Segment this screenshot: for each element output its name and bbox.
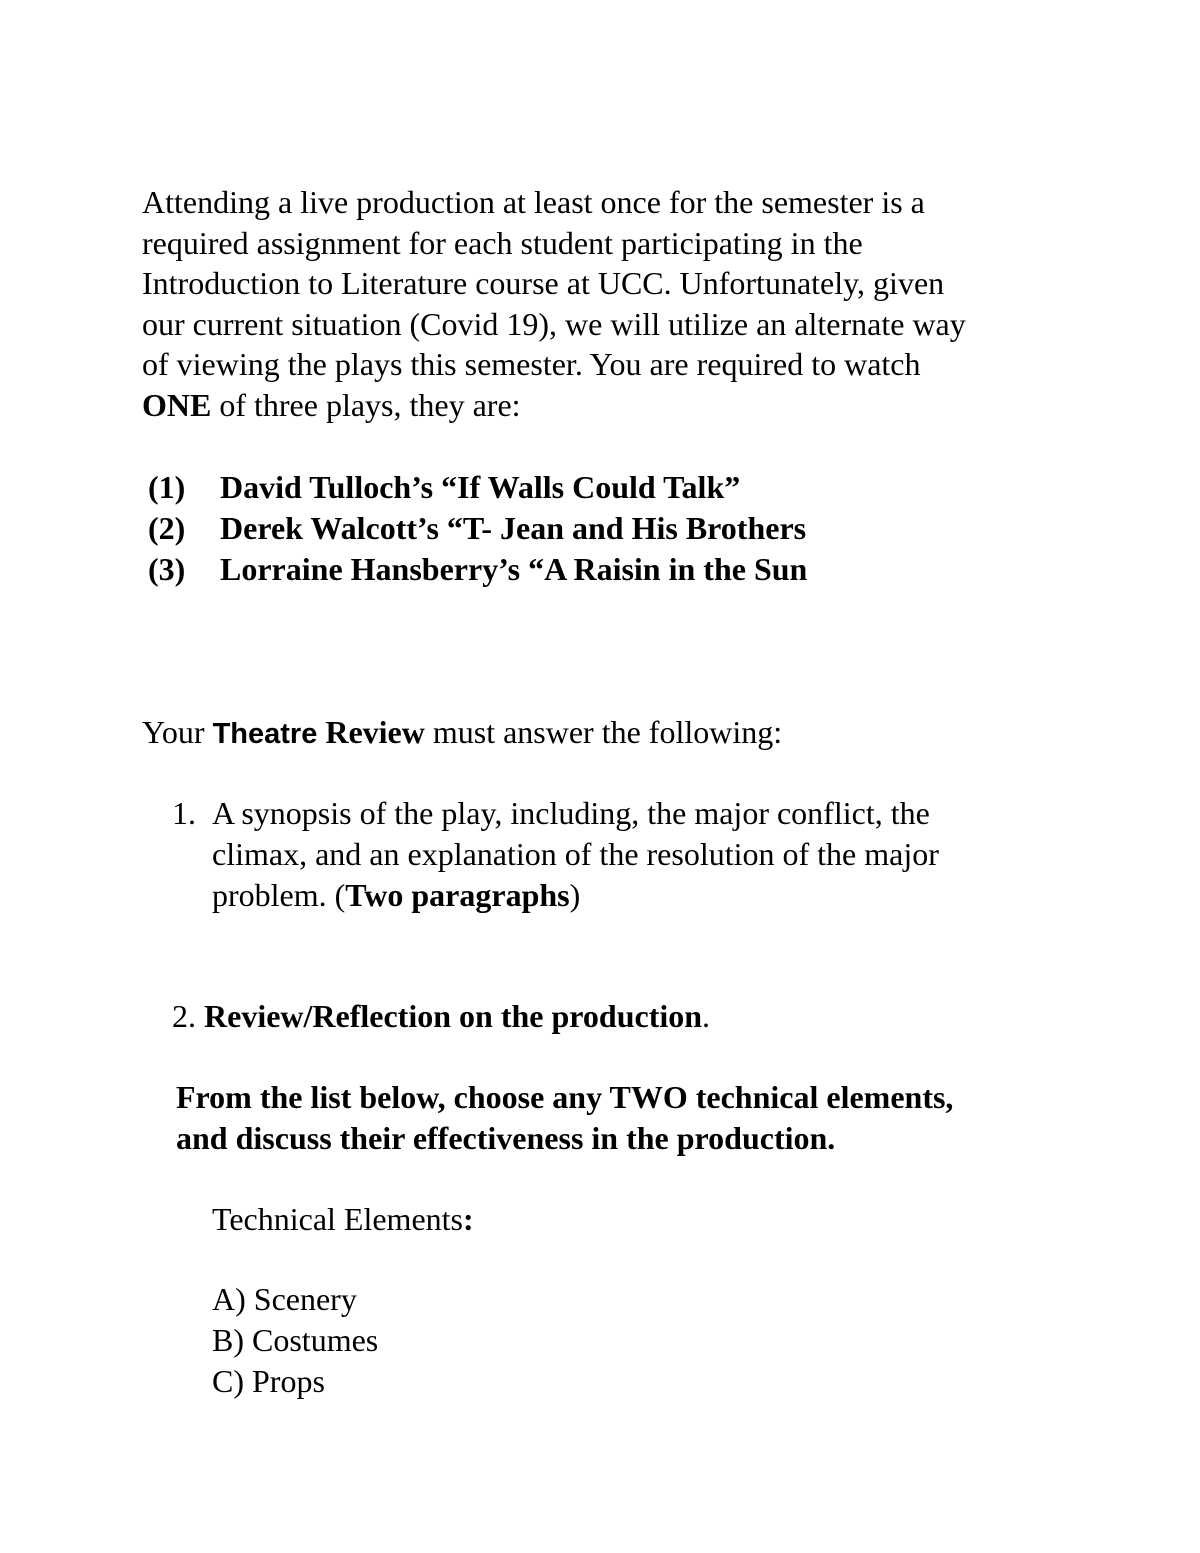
question-line-suffix: )	[569, 877, 581, 913]
question-number: 2.	[172, 998, 204, 1034]
play-number: (1)	[148, 469, 186, 505]
intro-paragraph	[142, 182, 1142, 426]
list-item	[148, 549, 807, 590]
review-suffix: must answer the following:	[424, 714, 783, 750]
instruction-paragraph	[176, 1077, 953, 1159]
question-line: climax, and an explanation of the resolution of the major	[212, 836, 939, 872]
question-line: A synopsis of the play, including, the major conflict, the	[212, 795, 930, 831]
list-item: A) Scenery	[212, 1281, 357, 1317]
play-title: Lorraine Hansberry’s “A Raisin in the Sun	[220, 551, 808, 587]
list-item: B) Costumes	[212, 1322, 379, 1358]
intro-last-line	[142, 385, 1142, 426]
question-2-suffix: .	[702, 998, 711, 1034]
question-2	[172, 996, 710, 1036]
review-word: Review	[317, 714, 425, 750]
intro-line: our current situation (Covid 19), we will utilize an alternate way	[142, 305, 966, 342]
play-number: (2)	[148, 510, 186, 546]
list-item	[148, 508, 807, 549]
intro-line: Attending a live production at least once for the semester is a	[142, 184, 925, 220]
plays-list	[148, 467, 807, 590]
technical-elements-heading	[212, 1199, 474, 1239]
instruction-line: From the list below, choose any TWO technical elements,	[176, 1079, 954, 1115]
review-heading	[142, 712, 782, 754]
technical-heading-text: Technical Elements	[212, 1201, 463, 1237]
question-line	[212, 875, 1112, 916]
play-title: David Tulloch’s “If Walls Could Talk”	[220, 469, 741, 505]
play-number: (3)	[148, 551, 186, 587]
question-line-prefix: problem. (	[212, 877, 346, 913]
technical-heading-colon: :	[462, 1201, 474, 1237]
question-2-title: Review/Reflection on the production	[204, 998, 703, 1034]
intro-line: of viewing the plays this semester. You are required to watch	[142, 346, 921, 383]
intro-line: Introduction to Literature course at UCC. Unfortunately, given	[142, 265, 945, 302]
question-number: 1.	[172, 795, 196, 831]
theatre-word: Theatre	[212, 718, 318, 750]
emphasis-one: ONE	[142, 386, 212, 423]
question-1-text	[212, 793, 1112, 916]
intro-line: required assignment for each student participating in the	[142, 224, 863, 261]
intro-last-line-rest: of three plays, they are:	[211, 386, 521, 423]
two-paragraphs-emphasis: Two paragraphs	[345, 877, 570, 913]
review-prefix: Your	[142, 714, 213, 750]
technical-elements-list	[212, 1279, 378, 1402]
instruction-line: and discuss their effectiveness in the production.	[176, 1120, 836, 1156]
play-title: Derek Walcott’s “T- Jean and His Brothers	[220, 510, 807, 546]
list-item	[148, 467, 807, 508]
list-item: C) Props	[212, 1363, 325, 1399]
